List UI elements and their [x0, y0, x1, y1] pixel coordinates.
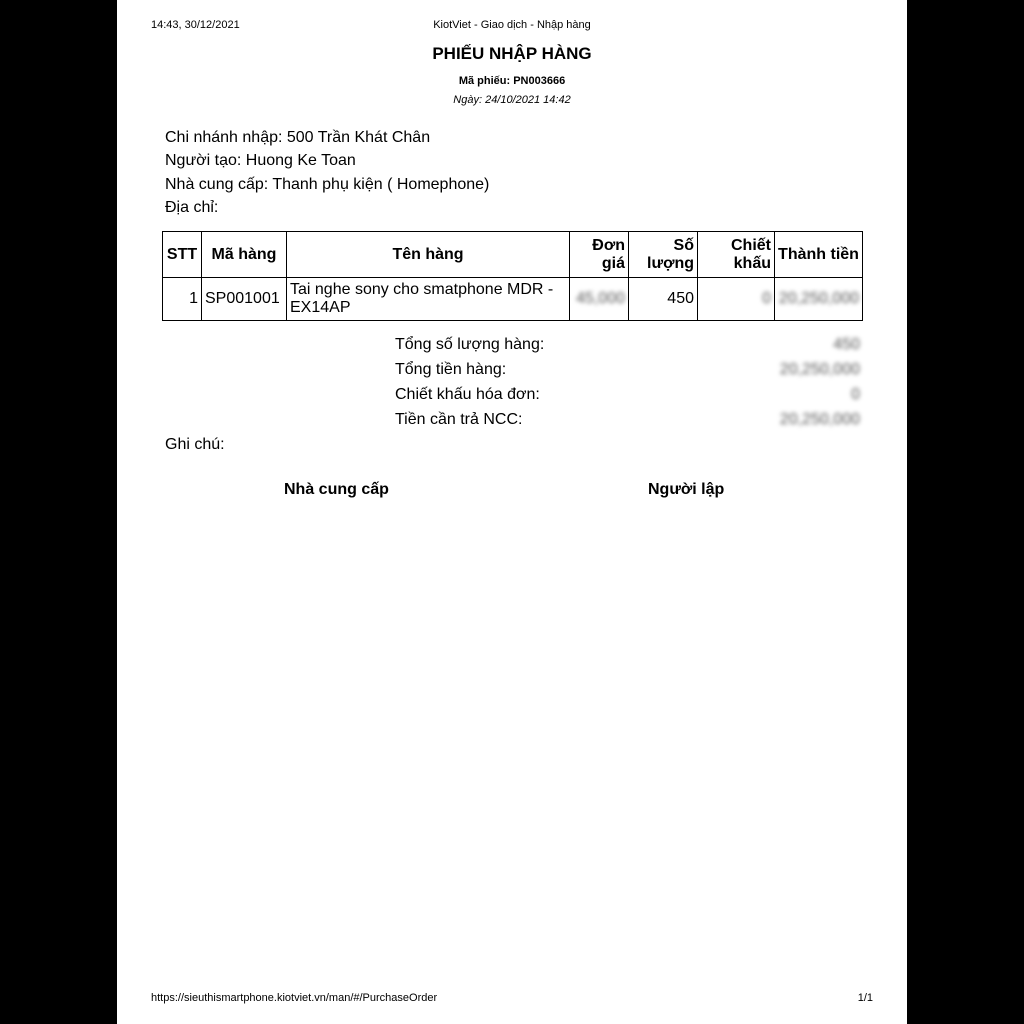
column-header-total: Thành tiền [775, 232, 863, 278]
page-url: https://sieuthismartphone.kiotviet.vn/man/#/PurchaseOrder [151, 992, 438, 1004]
items-table [162, 231, 863, 321]
cell-discount: 0 [698, 278, 775, 321]
table-header-row [163, 232, 863, 278]
branch-info: Chi nhánh nhập: 500 Trần Khát Chân [165, 129, 431, 146]
column-header-discount: Chiết khấu [698, 232, 775, 278]
total-amount-value: 20,250,000 [779, 361, 860, 378]
total-qty-label: Tổng số lượng hàng: [395, 336, 545, 353]
column-header-qty: Số lượng [629, 232, 698, 278]
table-row [163, 278, 863, 321]
creator-info: Người tạo: Huong Ke Toan [165, 152, 356, 169]
payable-label: Tiền cần trả NCC: [395, 411, 523, 428]
cell-code: SP001001 [202, 278, 287, 321]
column-header-code: Mã hàng [202, 232, 287, 278]
receipt-date: Ngày: 24/10/2021 14:42 [453, 94, 571, 106]
invoice-discount-label: Chiết khấu hóa đơn: [395, 386, 540, 403]
column-header-name: Tên hàng [287, 232, 570, 278]
receipt-code: Mã phiếu: PN003666 [458, 75, 566, 87]
page-number: 1/1 [857, 992, 873, 1004]
cell-stt: 1 [163, 278, 202, 321]
note-label: Ghi chú: [165, 436, 225, 453]
cell-qty: 450 [629, 278, 698, 321]
print-datetime: 14:43, 30/12/2021 [151, 19, 240, 31]
print-page-title: KiotViet - Giao dịch - Nhập hàng [433, 19, 591, 31]
total-amount-label: Tổng tiền hàng: [395, 361, 507, 378]
payable-value: 20,250,000 [779, 411, 860, 428]
cell-price: 45,000 [570, 278, 629, 321]
cell-total: 20,250,000 [775, 278, 863, 321]
print-page [117, 0, 907, 1024]
address-info: Địa chỉ: [165, 199, 219, 216]
invoice-discount-value: 0 [851, 386, 860, 403]
supplier-signature-label: Nhà cung cấp [284, 481, 389, 498]
total-qty-value: 450 [833, 336, 860, 353]
cell-name: Tai nghe sony cho smatphone MDR - EX14AP [287, 278, 570, 321]
column-header-price: Đơn giá [570, 232, 629, 278]
column-header-stt: STT [163, 232, 202, 278]
creator-signature-label: Người lập [648, 481, 725, 498]
document-title: PHIẾU NHẬP HÀNG [432, 44, 592, 63]
supplier-info: Nhà cung cấp: Thanh phụ kiện ( Homephone) [165, 176, 490, 193]
